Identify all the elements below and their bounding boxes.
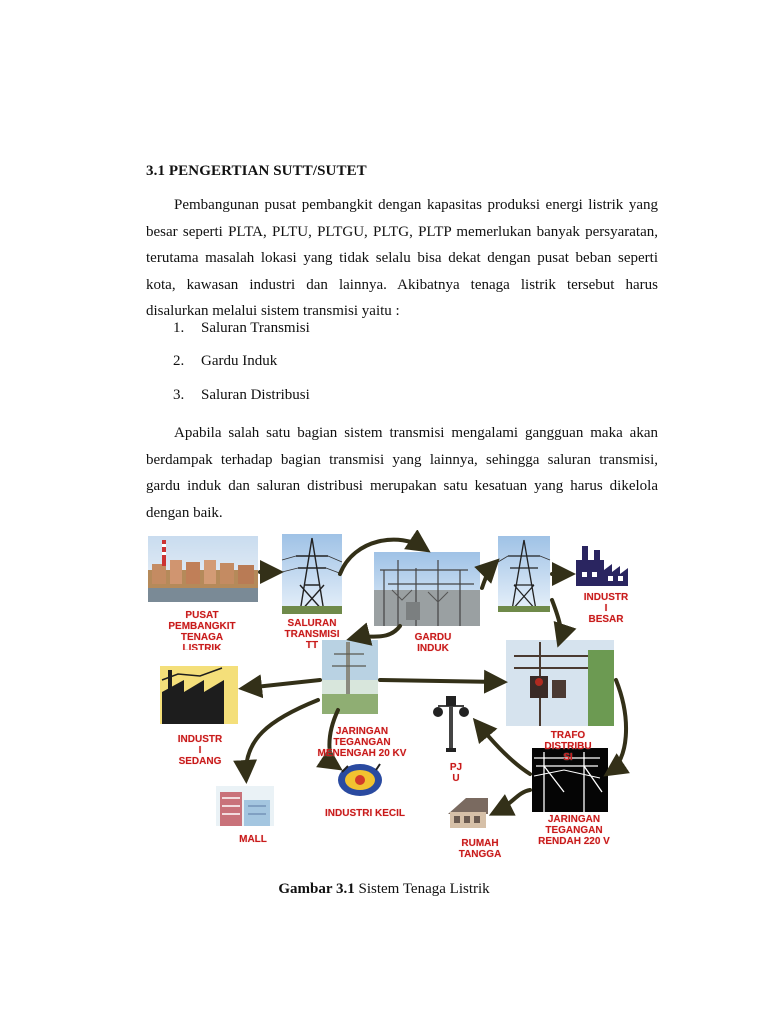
- list-text: Saluran Distribusi: [201, 387, 310, 403]
- caption-text: Sistem Tenaga Listrik: [354, 881, 490, 897]
- figure-caption: [0, 881, 768, 898]
- label-saluran-transmisi: SALURAN TRANSMISI TT: [284, 618, 340, 651]
- label-industri-besar: INDUSTR I BESAR: [583, 592, 629, 625]
- power-system-figure: [148, 530, 638, 870]
- list-number: 3.: [173, 387, 185, 403]
- arrow-mv-to-transformer: [380, 680, 500, 682]
- paragraph-consequence-text: Apabila salah satu bagian sistem transmisi mengalami gangguan maka akan berdampak terhadap bagian transmisi yang lainnya, sehingga saluran transmisi, gardu induk dan saluran distribusi merupakan satu kesatuan yang harus dikelola dengan baik.: [146, 425, 658, 521]
- paragraph-consequence: [146, 420, 658, 526]
- label-trafo-distribusi: TRAFO DISTRIBU SI: [544, 730, 592, 763]
- list-text: Saluran Transmisi: [201, 320, 310, 336]
- small-industry-icon: [338, 764, 382, 796]
- medium-voltage-image: [322, 640, 378, 714]
- list-text: Gardu Induk: [201, 353, 278, 369]
- caption-number: Gambar 3.1: [278, 881, 355, 897]
- label-industri-kecil: INDUSTRI KECIL: [325, 808, 405, 819]
- list-number: 2.: [173, 353, 185, 369]
- label-industri-sedang: INDUSTR I SEDANG: [177, 734, 223, 767]
- factory-icon: [576, 546, 628, 586]
- arrow-substation-to-tower: [482, 564, 494, 588]
- arrow-substation-to-mv: [354, 626, 400, 638]
- arrow-tower-to-transformer: [552, 600, 561, 640]
- house-icon: [448, 798, 488, 828]
- label-jaringan-menengah: JARINGAN TEGANGAN MENENGAH 20 KV: [317, 726, 407, 759]
- power-plant-image: [148, 536, 258, 602]
- label-jaringan-rendah: JARINGAN TEGANGAN RENDAH 220 V: [538, 814, 610, 847]
- transmission-tower-image-2: [498, 536, 550, 612]
- list-number: 1.: [173, 320, 185, 336]
- paragraph-intro-text: Pembangunan pusat pembangkit dengan kapasitas produksi energi listrik yang besar seperti PLTA, PLTU, PLTGU, PLTG, PLTP memerlukan banyak persyaratan, terutama masalah lokasi yang tidak selalu bisa dekat dengan pusat beban seperti kota, kawasan industri dan lainnya. Akibatnya tenaga listrik tersebut harus disalurkan melalui sistem transmisi yaitu :: [146, 197, 658, 319]
- arrow-lv-to-house: [496, 790, 530, 812]
- street-light-icon: [433, 696, 469, 752]
- distribution-transformer-image: [506, 640, 614, 726]
- arrow-mv-to-industry-sedang: [246, 680, 320, 688]
- substation-image: [374, 552, 480, 626]
- paragraph-intro: [146, 192, 658, 325]
- mall-icon: [216, 786, 274, 826]
- arrow-lv-to-streetlight: [478, 724, 530, 774]
- label-pju: PJ U: [449, 762, 463, 784]
- label-rumah-tangga: RUMAH TANGGA: [458, 838, 502, 860]
- label-pusat-pembangkit: PUSAT PEMBANGKIT TENAGA LISTRIK: [168, 610, 236, 650]
- section-heading: 3.1 PENGERTIAN SUTT/SUTET: [146, 163, 367, 179]
- medium-industry-icon: [160, 666, 238, 724]
- label-gardu-induk: GARDU INDUK: [414, 632, 452, 654]
- transmission-tower-image: [282, 534, 342, 614]
- label-mall: MALL: [239, 834, 267, 845]
